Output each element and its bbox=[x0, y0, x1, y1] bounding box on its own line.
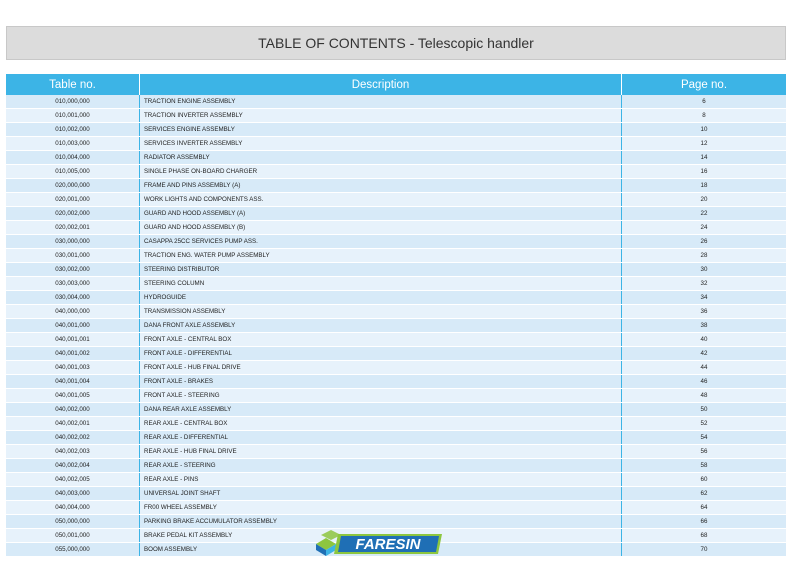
page-no-cell: 10 bbox=[622, 123, 787, 137]
table-row bbox=[6, 487, 786, 501]
page-no-cell: 40 bbox=[622, 333, 787, 347]
page-no-cell: 24 bbox=[622, 221, 787, 235]
table-no-cell: 030,000,000 bbox=[6, 235, 140, 249]
table-no-cell: 040,001,005 bbox=[6, 389, 140, 403]
table-no-cell: 010,001,000 bbox=[6, 109, 140, 123]
description-cell: BOOM ASSEMBLY bbox=[140, 543, 622, 557]
table-no-cell: 030,003,000 bbox=[6, 277, 140, 291]
table-no-cell: 010,000,000 bbox=[6, 95, 140, 109]
table-no-cell: 020,000,000 bbox=[6, 179, 140, 193]
table-row bbox=[6, 291, 786, 305]
table-no-cell: 030,002,000 bbox=[6, 263, 140, 277]
table-no-cell: 040,002,003 bbox=[6, 445, 140, 459]
table-no-cell: 040,001,000 bbox=[6, 319, 140, 333]
table-row bbox=[6, 389, 786, 403]
description-cell: PARKING BRAKE ACCUMULATOR ASSEMBLY bbox=[140, 515, 622, 529]
table-row bbox=[6, 305, 786, 319]
table-row bbox=[6, 235, 786, 249]
page-no-cell: 12 bbox=[622, 137, 787, 151]
description-cell: BRAKE PEDAL KIT ASSEMBLY bbox=[140, 529, 622, 543]
page-no-cell: 46 bbox=[622, 375, 787, 389]
table-no-cell: 040,002,000 bbox=[6, 403, 140, 417]
table-no-cell: 010,005,000 bbox=[6, 165, 140, 179]
description-cell: DANA REAR AXLE ASSEMBLY bbox=[140, 403, 622, 417]
table-no-cell: 040,000,000 bbox=[6, 305, 140, 319]
page-no-cell: 70 bbox=[622, 543, 787, 557]
page-no-cell: 14 bbox=[622, 151, 787, 165]
page-no-cell: 44 bbox=[622, 361, 787, 375]
table-row bbox=[6, 417, 786, 431]
table-no-cell: 050,000,000 bbox=[6, 515, 140, 529]
table-row bbox=[6, 431, 786, 445]
table-row bbox=[6, 165, 786, 179]
table-row bbox=[6, 221, 786, 235]
description-cell: DANA FRONT AXLE ASSEMBLY bbox=[140, 319, 622, 333]
page-no-cell: 62 bbox=[622, 487, 787, 501]
table-no-cell: 020,002,000 bbox=[6, 207, 140, 221]
table-row bbox=[6, 95, 786, 109]
description-cell: HYDROGUIDE bbox=[140, 291, 622, 305]
table-no-cell: 010,004,000 bbox=[6, 151, 140, 165]
table-row bbox=[6, 193, 786, 207]
table-row bbox=[6, 319, 786, 333]
page-title: TABLE OF CONTENTS - Telescopic handler bbox=[258, 35, 534, 51]
column-header-page-no: Page no. bbox=[622, 74, 787, 95]
page-no-cell: 26 bbox=[622, 235, 787, 249]
table-no-cell: 010,003,000 bbox=[6, 137, 140, 151]
page-no-cell: 56 bbox=[622, 445, 787, 459]
table-row bbox=[6, 109, 786, 123]
table-row bbox=[6, 445, 786, 459]
description-cell: GUARD AND HOOD ASSEMBLY (B) bbox=[140, 221, 622, 235]
table-row bbox=[6, 277, 786, 291]
table-header-row bbox=[6, 74, 786, 95]
faresin-logo bbox=[314, 530, 444, 556]
table-no-cell: 030,001,000 bbox=[6, 249, 140, 263]
table-row bbox=[6, 473, 786, 487]
column-header-table-no: Table no. bbox=[6, 74, 140, 95]
page-no-cell: 30 bbox=[622, 263, 787, 277]
description-cell: STEERING DISTRIBUTOR bbox=[140, 263, 622, 277]
table-no-cell: 055,000,000 bbox=[6, 543, 140, 557]
description-cell: FR00 WHEEL ASSEMBLY bbox=[140, 501, 622, 515]
table-row bbox=[6, 501, 786, 515]
page-no-cell: 48 bbox=[622, 389, 787, 403]
table-no-cell: 020,001,000 bbox=[6, 193, 140, 207]
page-no-cell: 18 bbox=[622, 179, 787, 193]
page-no-cell: 68 bbox=[622, 529, 787, 543]
column-header-description: Description bbox=[140, 74, 622, 95]
page-no-cell: 16 bbox=[622, 165, 787, 179]
description-cell: FRONT AXLE - CENTRAL BOX bbox=[140, 333, 622, 347]
description-cell: SERVICES ENGINE ASSEMBLY bbox=[140, 123, 622, 137]
page-no-cell: 60 bbox=[622, 473, 787, 487]
table-row bbox=[6, 333, 786, 347]
description-cell: UNIVERSAL JOINT SHAFT bbox=[140, 487, 622, 501]
table-row bbox=[6, 249, 786, 263]
page-no-cell: 20 bbox=[622, 193, 787, 207]
description-cell: SINGLE PHASE ON-BOARD CHARGER bbox=[140, 165, 622, 179]
table-row bbox=[6, 151, 786, 165]
description-cell: FRAME AND PINS ASSEMBLY (A) bbox=[140, 179, 622, 193]
table-row bbox=[6, 361, 786, 375]
table-row bbox=[6, 137, 786, 151]
table-no-cell: 040,001,002 bbox=[6, 347, 140, 361]
description-cell: WORK LIGHTS AND COMPONENTS ASS. bbox=[140, 193, 622, 207]
description-cell: REAR AXLE - STEERING bbox=[140, 459, 622, 473]
page-no-cell: 36 bbox=[622, 305, 787, 319]
page-no-cell: 6 bbox=[622, 95, 787, 109]
table-no-cell: 040,004,000 bbox=[6, 501, 140, 515]
table-no-cell: 040,003,000 bbox=[6, 487, 140, 501]
contents-table bbox=[6, 74, 786, 557]
table-row bbox=[6, 123, 786, 137]
description-cell: FRONT AXLE - BRAKES bbox=[140, 375, 622, 389]
description-cell: CASAPPA 25CC SERVICES PUMP ASS. bbox=[140, 235, 622, 249]
page-no-cell: 52 bbox=[622, 417, 787, 431]
table-no-cell: 040,002,001 bbox=[6, 417, 140, 431]
description-cell: TRANSMISSION ASSEMBLY bbox=[140, 305, 622, 319]
description-cell: FRONT AXLE - HUB FINAL DRIVE bbox=[140, 361, 622, 375]
table-no-cell: 040,001,003 bbox=[6, 361, 140, 375]
page-no-cell: 28 bbox=[622, 249, 787, 263]
page-no-cell: 54 bbox=[622, 431, 787, 445]
table-row bbox=[6, 347, 786, 361]
description-cell: REAR AXLE - HUB FINAL DRIVE bbox=[140, 445, 622, 459]
logo-wordmark: FARESIN bbox=[355, 536, 421, 553]
page-no-cell: 38 bbox=[622, 319, 787, 333]
description-cell: RADIATOR ASSEMBLY bbox=[140, 151, 622, 165]
table-no-cell: 040,002,004 bbox=[6, 459, 140, 473]
page-title-bar bbox=[6, 26, 786, 60]
table-row bbox=[6, 263, 786, 277]
description-cell: REAR AXLE - CENTRAL BOX bbox=[140, 417, 622, 431]
page-no-cell: 66 bbox=[622, 515, 787, 529]
description-cell: TRACTION ENGINE ASSEMBLY bbox=[140, 95, 622, 109]
description-cell: REAR AXLE - DIFFERENTIAL bbox=[140, 431, 622, 445]
table-no-cell: 040,002,002 bbox=[6, 431, 140, 445]
table-no-cell: 040,001,001 bbox=[6, 333, 140, 347]
description-cell: TRACTION INVERTER ASSEMBLY bbox=[140, 109, 622, 123]
description-cell: GUARD AND HOOD ASSEMBLY (A) bbox=[140, 207, 622, 221]
page-no-cell: 8 bbox=[622, 109, 787, 123]
description-cell: REAR AXLE - PINS bbox=[140, 473, 622, 487]
table-row bbox=[6, 515, 786, 529]
table-no-cell: 040,001,004 bbox=[6, 375, 140, 389]
table-no-cell: 020,002,001 bbox=[6, 221, 140, 235]
description-cell: TRACTION ENG. WATER PUMP ASSEMBLY bbox=[140, 249, 622, 263]
table-row bbox=[6, 179, 786, 193]
description-cell: SERVICES INVERTER ASSEMBLY bbox=[140, 137, 622, 151]
page-no-cell: 34 bbox=[622, 291, 787, 305]
page-no-cell: 64 bbox=[622, 501, 787, 515]
table-row bbox=[6, 207, 786, 221]
table-no-cell: 040,002,005 bbox=[6, 473, 140, 487]
page-no-cell: 58 bbox=[622, 459, 787, 473]
table-row bbox=[6, 403, 786, 417]
table-no-cell: 030,004,000 bbox=[6, 291, 140, 305]
description-cell: STEERING COLUMN bbox=[140, 277, 622, 291]
page-no-cell: 22 bbox=[622, 207, 787, 221]
description-cell: FRONT AXLE - DIFFERENTIAL bbox=[140, 347, 622, 361]
page-no-cell: 50 bbox=[622, 403, 787, 417]
table-row bbox=[6, 375, 786, 389]
page-no-cell: 32 bbox=[622, 277, 787, 291]
description-cell: FRONT AXLE - STEERING bbox=[140, 389, 622, 403]
table-body bbox=[6, 95, 786, 557]
table-row bbox=[6, 459, 786, 473]
table-no-cell: 050,001,000 bbox=[6, 529, 140, 543]
table-no-cell: 010,002,000 bbox=[6, 123, 140, 137]
page-no-cell: 42 bbox=[622, 347, 787, 361]
